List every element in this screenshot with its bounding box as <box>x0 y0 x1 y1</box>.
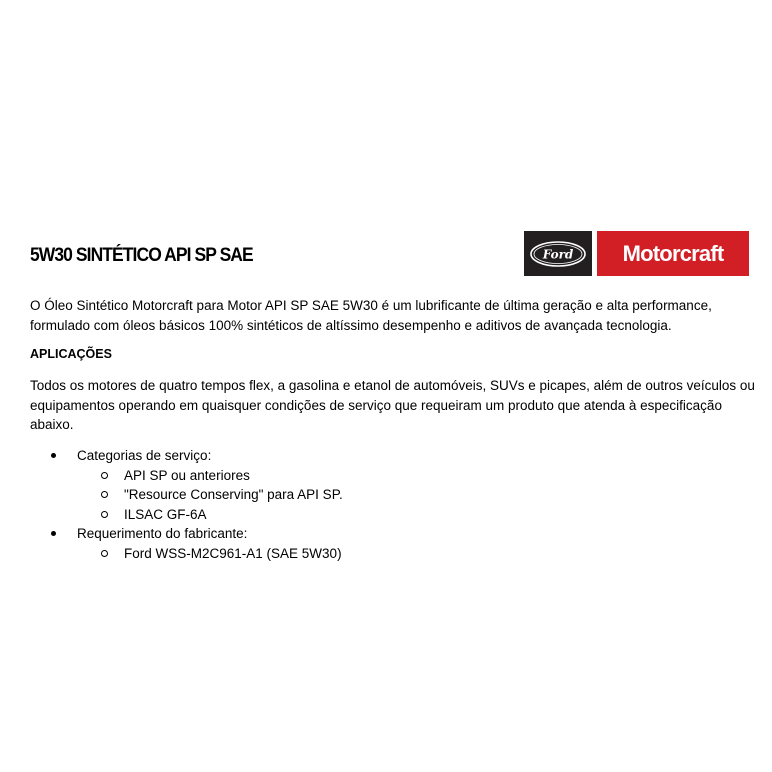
circle-bullet-icon <box>101 472 108 479</box>
motorcraft-logo <box>524 231 749 276</box>
sub-list-item <box>77 544 343 564</box>
list-item <box>30 524 343 563</box>
intro-paragraph <box>30 296 712 335</box>
sub-list-item-text: API SP ou anteriores <box>124 467 250 483</box>
sub-list-item <box>77 505 343 525</box>
sub-list <box>77 466 343 525</box>
sub-list <box>77 544 343 564</box>
motorcraft-wordmark <box>597 231 749 276</box>
intro-line: formulado com óleos básicos 100% sintéticos de altíssimo desempenho e aditivos de avançada tecnologia. <box>30 317 672 333</box>
section-heading-applications: APLICAÇÕES <box>30 347 112 361</box>
list-item-label: Categorias de serviço: <box>77 448 212 463</box>
spec-list <box>30 446 343 563</box>
applications-line: Todos os motores de quatro tempos flex, a gasolina e etanol de automóveis, SUVs e picapes, além de outros veículos ou <box>30 378 755 393</box>
list-item <box>30 446 343 524</box>
circle-bullet-icon <box>101 511 108 518</box>
sub-list-item-text: ILSAC GF-6A <box>124 506 207 522</box>
bullet-icon <box>51 453 56 458</box>
ford-oval-icon <box>528 239 588 269</box>
motorcraft-logo-text: Motorcraft <box>622 240 724 266</box>
ford-logo-text: Ford <box>542 247 574 261</box>
list-item-label: Requerimento do fabricante: <box>77 526 248 541</box>
page-title: 5W30 SINTÉTICO API SP SAE <box>30 245 253 266</box>
circle-bullet-icon <box>101 550 108 557</box>
intro-line: O Óleo Sintético Motorcraft para Motor API SP SAE 5W30 é um lubrificante de última geração e alta performance, <box>30 298 712 313</box>
sub-list-item <box>77 466 343 486</box>
sub-list-item-text: Ford WSS-M2C961-A1 (SAE 5W30) <box>124 545 342 561</box>
sub-list-item-text: "Resource Conserving" para API SP. <box>124 487 343 502</box>
applications-line: equipamentos operando em quaisquer condições de serviço que requeiram um produto que atenda à especificação <box>30 397 722 413</box>
bullet-icon <box>51 531 56 536</box>
ford-oval-logo <box>524 231 592 276</box>
applications-line: abaixo. <box>30 417 74 432</box>
applications-paragraph <box>30 376 755 435</box>
circle-bullet-icon <box>101 491 108 498</box>
sub-list-item <box>77 485 343 505</box>
